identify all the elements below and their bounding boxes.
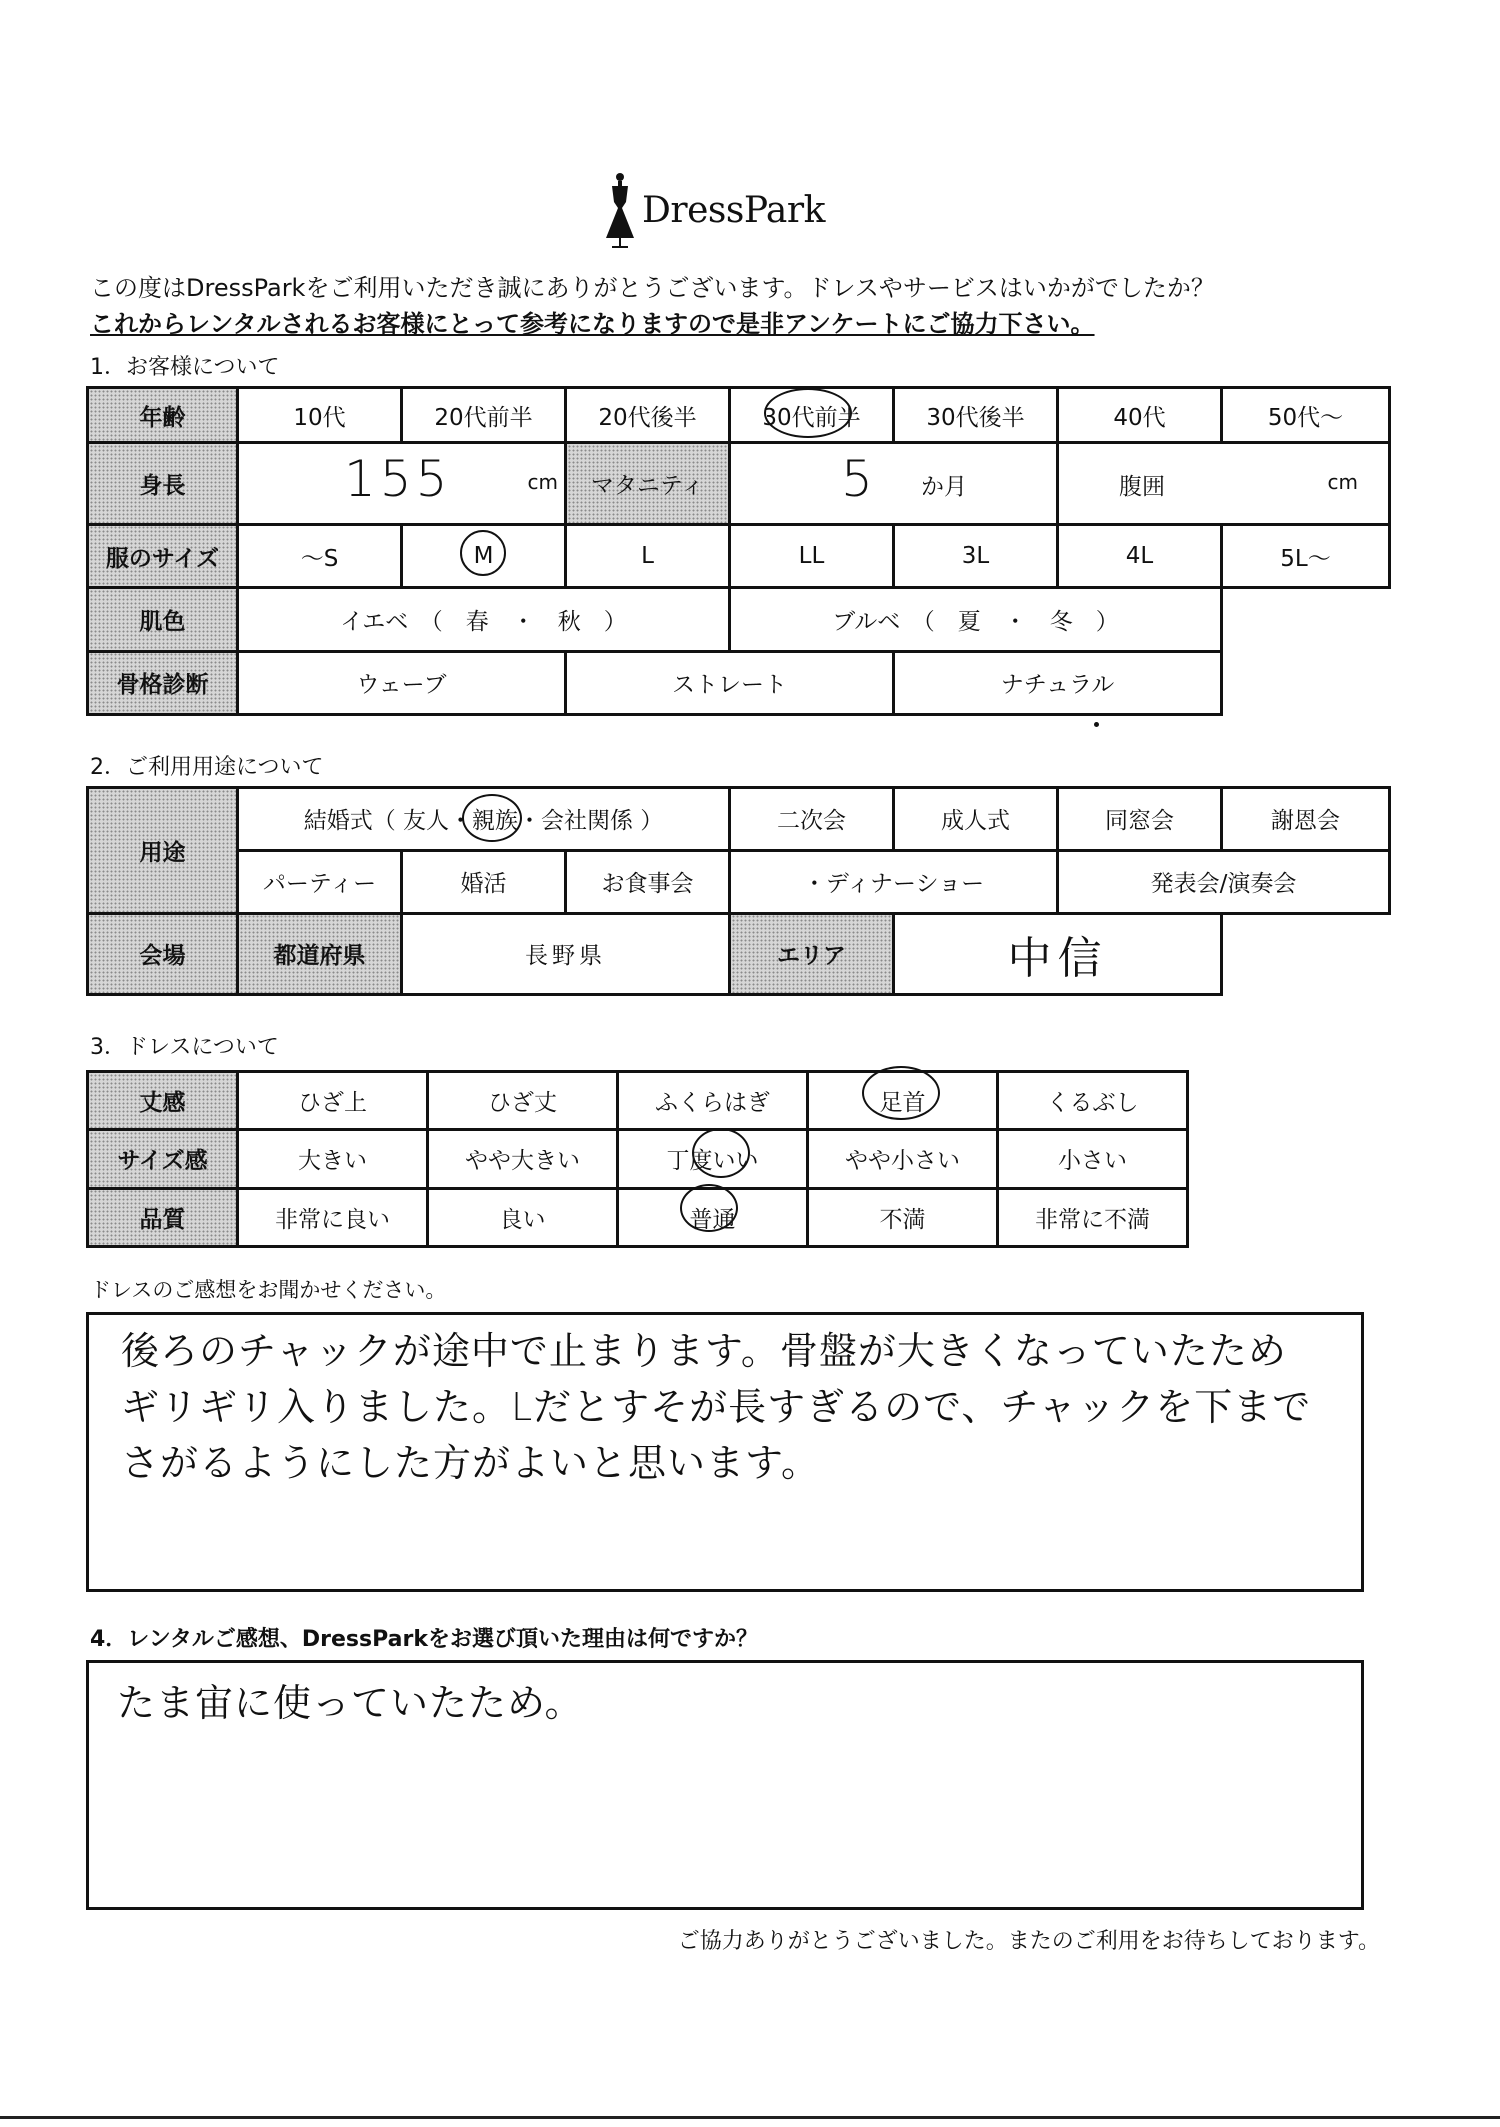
fit-option[interactable]: 大きい xyxy=(238,1130,428,1188)
waist-unit: cm xyxy=(1327,470,1358,495)
waist-label: 腹囲 xyxy=(1119,474,1165,501)
waist-field[interactable] xyxy=(1058,443,1390,525)
purpose-option[interactable]: 婚活 xyxy=(402,850,566,913)
reason-box[interactable] xyxy=(86,1660,1364,1910)
skeleton-option[interactable]: ストレート xyxy=(566,651,894,714)
purpose-option[interactable]: 謝恩会 xyxy=(1222,788,1390,851)
quality-label: 品質 xyxy=(88,1188,238,1246)
quality-option[interactable]: 非常に良い xyxy=(238,1188,428,1246)
prefecture-label: 都道府県 xyxy=(238,913,402,994)
length-option[interactable]: くるぶし xyxy=(998,1072,1188,1130)
intro-text: この度はDressParkをご利用いただき誠にありがとうございます。ドレスやサービスはいかがでしたか？ xyxy=(90,274,1215,302)
reason-text: たま宙に使っていたため。 xyxy=(117,1681,584,1725)
intro-request: これからレンタルされるお客様にとって参考になりますので是非アンケートにご協力下さい。 xyxy=(90,310,1095,338)
quality-option-selected[interactable]: 普通 xyxy=(618,1188,808,1246)
fit-option[interactable]: 小さい xyxy=(998,1130,1188,1188)
height-label: 身長 xyxy=(88,443,238,525)
size-option[interactable]: ～S xyxy=(238,524,402,587)
dress-table xyxy=(86,1070,1189,1248)
fit-option[interactable]: やや小さい xyxy=(808,1130,998,1188)
skeleton-option[interactable]: ナチュラル xyxy=(894,651,1222,714)
dress-comment-text: 後ろのチャックが途中で止まります。骨盤が大きくなっていたため ギリギリ入りました。Lだとすそが長すぎるので、チャックを下まで さがるようにした方がよいと思います。 xyxy=(121,1329,1312,1485)
venue-label: 会場 xyxy=(88,913,238,994)
maternity-field[interactable] xyxy=(730,443,1058,525)
skeleton-option[interactable]: ウェーブ xyxy=(238,651,566,714)
skeleton-label: 骨格診断 xyxy=(88,651,238,714)
purpose-option[interactable]: 成人式 xyxy=(894,788,1058,851)
thank-you-note: ご協力ありがとうございました。またのご利用をお待ちしております。 xyxy=(677,1929,1380,1954)
dresspark-logo xyxy=(600,172,860,252)
dress-comment-box[interactable] xyxy=(86,1312,1364,1592)
height-value: 155 xyxy=(344,450,452,509)
purpose-option[interactable]: パーティー xyxy=(238,850,402,913)
quality-option[interactable]: 良い xyxy=(428,1188,618,1246)
purpose-option[interactable]: お食事会 xyxy=(566,850,730,913)
quality-option[interactable]: 不満 xyxy=(808,1188,998,1246)
maternity-label: マタニティ xyxy=(566,443,730,525)
maternity-unit: か月 xyxy=(921,474,967,501)
purpose-option[interactable]: 同窓会 xyxy=(1058,788,1222,851)
prefecture-value[interactable]: 長野県 xyxy=(402,913,730,994)
size-option[interactable]: LL xyxy=(730,524,894,587)
brand-name: DressPark xyxy=(642,190,825,231)
quality-option[interactable]: 非常に不満 xyxy=(998,1188,1188,1246)
customer-table xyxy=(86,386,1391,716)
fit-option-selected[interactable]: 丁度いい xyxy=(618,1130,808,1188)
skin-label: 肌色 xyxy=(88,588,238,651)
size-option[interactable]: L xyxy=(566,524,730,587)
maternity-value: 5 xyxy=(841,450,877,509)
fit-option[interactable]: やや大きい xyxy=(428,1130,618,1188)
area-label: エリア xyxy=(730,913,894,994)
purpose-option-wedding[interactable]: 結婚式（ 友人・親族・会社関係 ） xyxy=(238,788,730,851)
dress-comment-label: ドレスのご感想をお聞かせください。 xyxy=(90,1278,447,1302)
section4-title: 4．レンタルご感想、DressParkをお選び頂いた理由は何ですか？ xyxy=(90,1627,758,1652)
purpose-option[interactable]: 発表会/演奏会 xyxy=(1058,850,1390,913)
age-option[interactable]: 20代前半 xyxy=(402,388,566,443)
purpose-option[interactable]: 二次会 xyxy=(730,788,894,851)
purpose-table xyxy=(86,786,1391,996)
age-option[interactable]: 30代後半 xyxy=(894,388,1058,443)
size-label: 服のサイズ xyxy=(88,524,238,587)
height-field[interactable] xyxy=(238,443,566,525)
pen-mark xyxy=(1094,722,1099,727)
size-option[interactable]: 5L～ xyxy=(1222,524,1390,587)
age-option[interactable]: 50代～ xyxy=(1222,388,1390,443)
area-value[interactable]: 中信 xyxy=(894,913,1222,994)
fit-label: サイズ感 xyxy=(88,1130,238,1188)
length-option[interactable]: ひざ丈 xyxy=(428,1072,618,1130)
scan-edge-line xyxy=(0,2116,1500,2119)
section1-title: 1．お客様について xyxy=(90,355,280,380)
age-option[interactable]: 20代後半 xyxy=(566,388,730,443)
length-label: 丈感 xyxy=(88,1072,238,1130)
age-option[interactable]: 10代 xyxy=(238,388,402,443)
length-option-selected[interactable]: 足首 xyxy=(808,1072,998,1130)
height-unit: cm xyxy=(527,470,558,495)
skin-option-yellow[interactable]: イエベ （ 春 ・ 秋 ） xyxy=(238,588,730,651)
section2-title: 2．ご利用用途について xyxy=(90,755,324,780)
skin-option-blue[interactable]: ブルベ （ 夏 ・ 冬 ） xyxy=(730,588,1222,651)
purpose-option[interactable]: ・ディナーショー xyxy=(730,850,1058,913)
dress-mannequin-icon xyxy=(602,172,638,250)
size-option[interactable]: 4L xyxy=(1058,524,1222,587)
length-option[interactable]: ふくらはぎ xyxy=(618,1072,808,1130)
age-option[interactable]: 40代 xyxy=(1058,388,1222,443)
purpose-label: 用途 xyxy=(88,788,238,914)
section3-title: 3．ドレスについて xyxy=(90,1035,279,1060)
age-option-selected[interactable]: 30代前半 xyxy=(730,388,894,443)
size-option-selected[interactable]: M xyxy=(402,524,566,587)
length-option[interactable]: ひざ上 xyxy=(238,1072,428,1130)
size-option[interactable]: 3L xyxy=(894,524,1058,587)
age-label: 年齢 xyxy=(88,388,238,443)
